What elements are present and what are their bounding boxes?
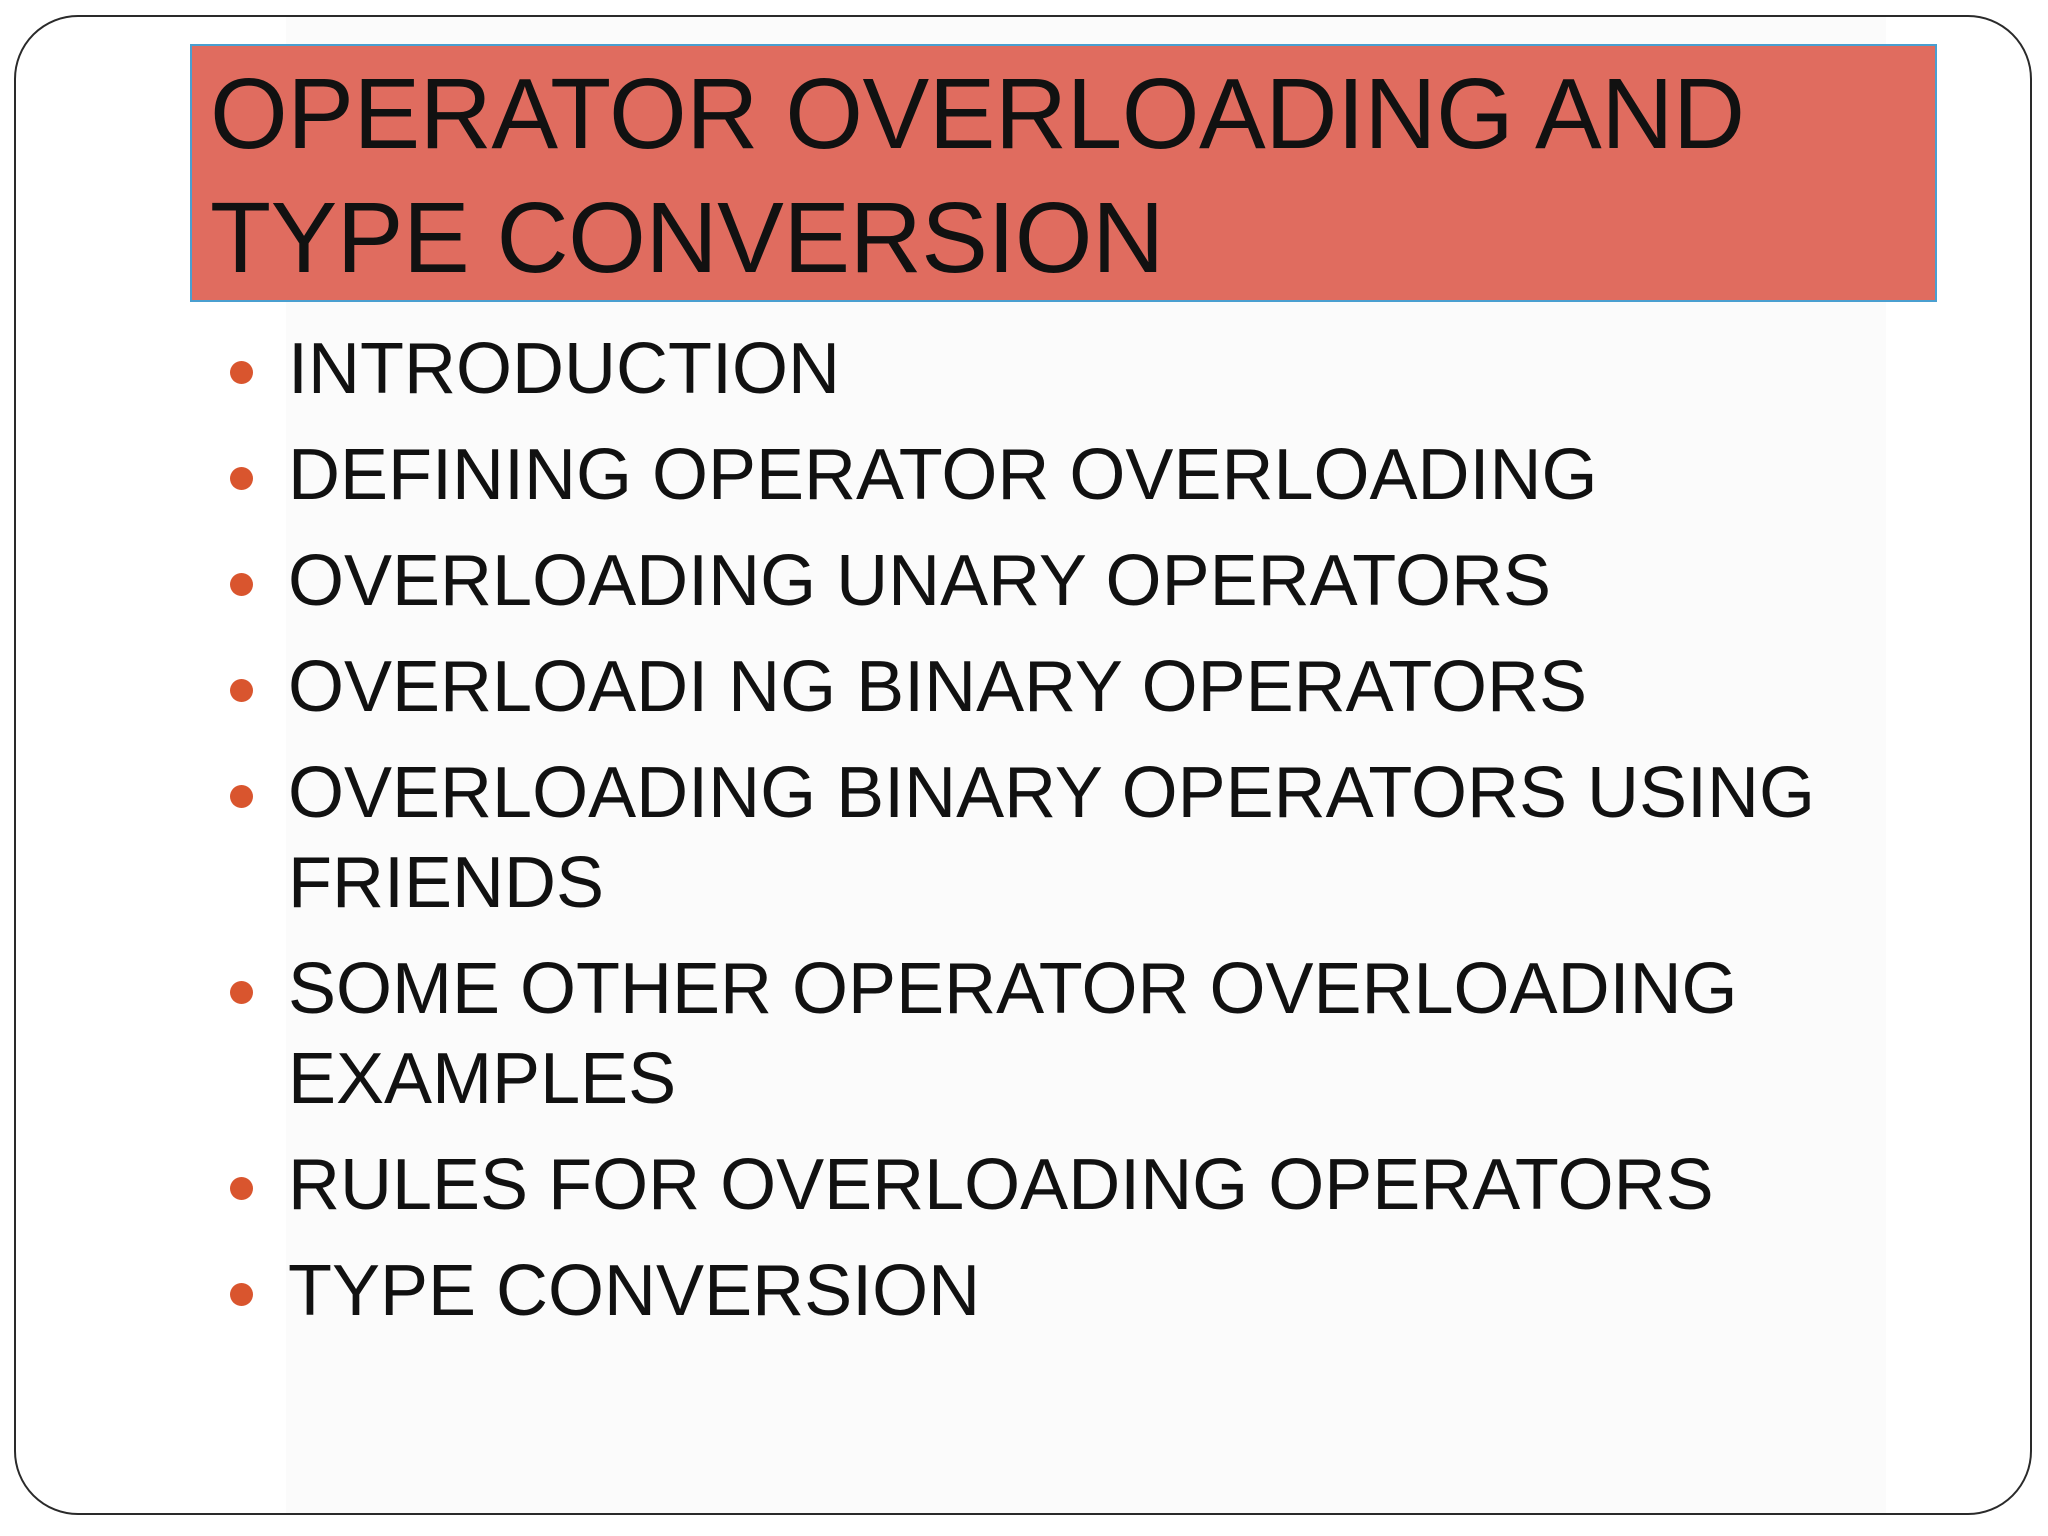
bullet-dot-icon bbox=[230, 981, 253, 1004]
bullet-text: INTRODUCTION bbox=[288, 329, 840, 409]
bullet-item-binary-operators-using-friends bbox=[216, 748, 1916, 928]
bullet-dot-icon bbox=[230, 679, 253, 702]
bullet-text: DEFINING OPERATOR OVERLOADING bbox=[288, 435, 1598, 515]
bullet-dot-icon bbox=[230, 467, 253, 490]
bullet-item-type-conversion bbox=[216, 1246, 1916, 1336]
bullet-list bbox=[216, 324, 1916, 1352]
bullet-dot-icon bbox=[230, 573, 253, 596]
bullet-text: SOME OTHER OPERATOR OVERLOADING EXAMPLES bbox=[288, 949, 1738, 1119]
bullet-item-defining-operator-overloading bbox=[216, 430, 1916, 520]
bullet-dot-icon bbox=[230, 1177, 253, 1200]
bullet-item-other-overloading-examples bbox=[216, 944, 1916, 1124]
bullet-item-overloading-binary-operators bbox=[216, 642, 1916, 732]
bullet-text: TYPE CONVERSION bbox=[288, 1251, 981, 1331]
bullet-item-rules-for-overloading bbox=[216, 1140, 1916, 1230]
bullet-text: OVERLOADI NG BINARY OPERATORS bbox=[288, 647, 1588, 727]
bullet-text: OVERLOADING BINARY OPERATORS USING FRIENDS bbox=[288, 753, 1816, 923]
bullet-dot-icon bbox=[230, 785, 253, 808]
bullet-dot-icon bbox=[230, 361, 253, 384]
bullet-text: RULES FOR OVERLOADING OPERATORS bbox=[288, 1145, 1714, 1225]
slide-title-line-2: TYPE CONVERSION bbox=[210, 182, 1164, 294]
bullet-item-introduction bbox=[216, 324, 1916, 414]
slide-title-box bbox=[190, 44, 1937, 302]
bullet-item-overloading-unary-operators bbox=[216, 536, 1916, 626]
bullet-text: OVERLOADING UNARY OPERATORS bbox=[288, 541, 1551, 621]
bullet-dot-icon bbox=[230, 1283, 253, 1306]
slide-title-line-1: OPERATOR OVERLOADING AND bbox=[210, 58, 1745, 170]
